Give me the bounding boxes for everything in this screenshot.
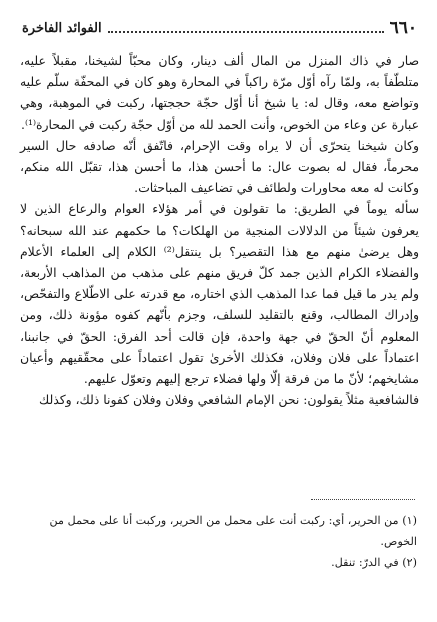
paragraph: سأله يوماً في الطريق: ما تقولون في أمر هؤلاء العوام والرعاع الذين لا يعرفون شيئاً من الدلالات المنجية من الهلكات؟ ما حكمهم عند الله سبحانه؟ وهل يرضىٰ منهم مع هذا التقصير؟ بل ينتقل⁽²⁾ الكلام إلى العلماء الأعلام والفضلاء الكرام الذين جمد كلّ فريق منهم على مذهب من المذاهب الأربعة، ولم يدر ما قيل فما عدا المذهب الذي اختاره، مع قدرته على الاطّلاع والتفحّص، وإدراك المطالب، وقنع بالتقليد للسلف، وجزم بأنّهم كفوه مؤونة ذلك، ومن المعلوم أنّ الحقّ في جهة واحدة، فإن قالت أحد الفرق: الحقّ في جانبنا، اعتماداً على فلان وفلان، فكذلك الأخرىٰ تقول اعتماداً على محقّقيهم وأعيان مشايخهم؛ لأنّ ما من فرقة إلّا ولها فضلاء ترجع إليهم وتعوّل عليهم. <box>20 201 419 387</box>
footnotes <box>26 510 417 573</box>
header-dotted-leader <box>108 31 384 33</box>
paragraph: فالشافعية مثلاً يقولون: نحن الإمام الشافعي وفلان وفلان كفونا ذلك، وكذلك <box>39 392 419 408</box>
footnote: (٢) في الدرّ: تنقل. <box>331 556 417 569</box>
paragraph: صار في ذاك المنزل من المال ألف دينار، وكان محبّاً لشيخنا، مقبلاً عليه، متلطّفاً به، ولمّا رآه أوّل مرّة راكباً في المحارة وهو كان في المحفّة سلّم عليه وتواضع معه، وقال له: يا شيخ أنا أوّل حجّة حججتها، ركبت في الموهبة، وهي عبارة عن وعاء من الخوص، وأنت الحمد لله من أوّل حجّة ركبت في المحارة⁽¹⁾. <box>20 53 419 132</box>
running-title: الفوائد الفاخرة <box>22 20 102 36</box>
footnote-separator <box>311 499 415 500</box>
footnote: (١) من الحرير، أي: ركبت أنت على محمل من الحرير، وركبت أنا على محمل من الخوص. <box>49 514 417 548</box>
paragraph: وكان شيخنا يتحرّى أن لا يراه وقت الإحرام، فاتّفق أنّه صادفه حال السير محرماً، فقال له بصوت عال: ما أحسن هذا، ما أحسن هذا، تقبّل الله منكم، وكانت له معه محاورات ولطائف في تضاعيف المباحثات. <box>20 137 419 196</box>
page-number: ٦٦٠ <box>389 18 417 38</box>
body-text <box>20 50 419 410</box>
page-header <box>22 16 417 40</box>
